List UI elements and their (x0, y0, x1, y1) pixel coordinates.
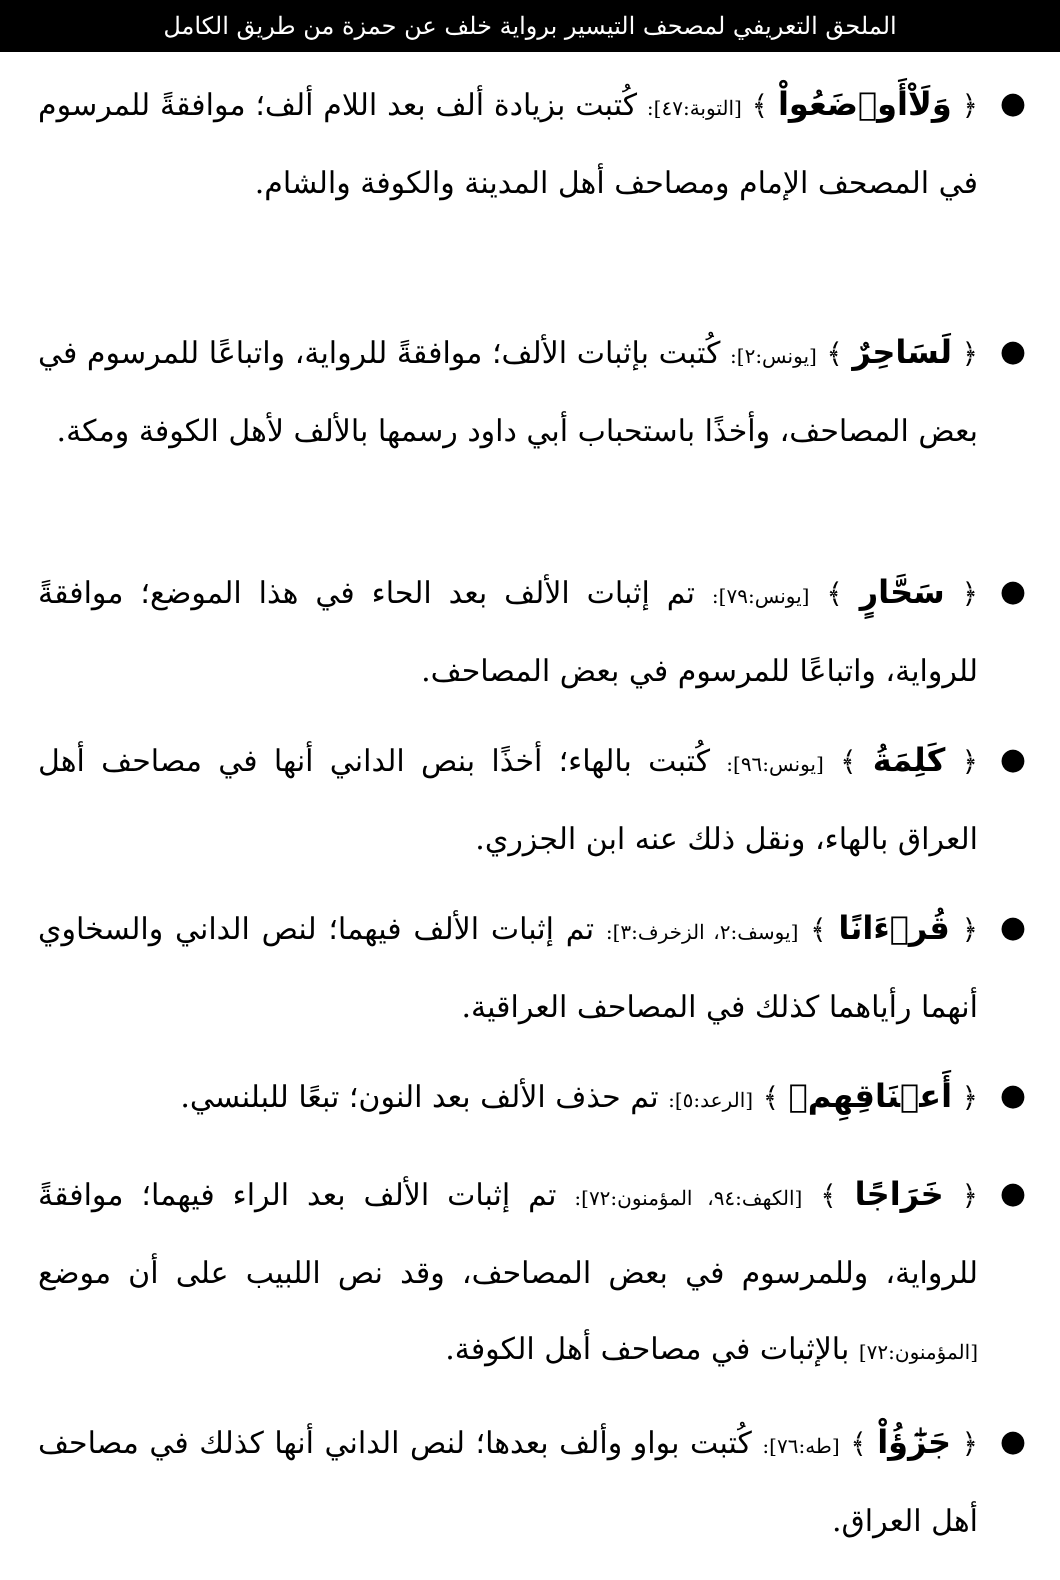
ornate-bracket-close-icon: ﴾ (850, 1427, 867, 1460)
ornate-bracket-close-icon: ﴾ (840, 745, 857, 778)
quran-word: كَلِمَةُ (872, 741, 946, 779)
list-item (38, 1404, 1027, 1560)
bullet-icon: ● (999, 86, 1027, 121)
list-item (38, 554, 1027, 710)
verse-reference: [المؤمنون:٧٢] (858, 1340, 978, 1364)
ornate-bracket-open-icon: ﴿ (961, 745, 978, 778)
entry-text: كُتبت بواو وألف بعدها؛ لنص الداني أنها كذلك في مصاحف أهل العراق. (38, 1426, 978, 1539)
list-item (38, 722, 1027, 878)
ornate-bracket-close-icon: ﴾ (826, 577, 843, 610)
quran-word: قُرۡءَانًا (838, 909, 950, 947)
bullet-icon: ● (999, 574, 1027, 609)
ornate-bracket-close-icon: ﴾ (762, 1081, 780, 1114)
quran-word: لَسَاحِرٌ (852, 333, 952, 371)
verse-reference: [طه:٧٦]: (762, 1434, 840, 1458)
entry-text: كُتبت بالهاء؛ أخذًا بنص الداني أنها في مصاحف أهل العراق بالهاء، ونقل ذلك عنه ابن الجزري. (38, 744, 978, 857)
list-item (38, 890, 1027, 1046)
quran-word: سَحَّارٍ (859, 573, 945, 611)
quran-word: أَعۡنَاقِهِمۡ (788, 1077, 953, 1115)
bullet-icon: ● (999, 334, 1027, 369)
bullet-icon: ● (999, 1078, 1027, 1113)
entry-text: تم حذف الألف بعد النون؛ تبعًا للبلنسي. (180, 1080, 659, 1115)
entry-text: تم إثبات الألف بعد الراء فيهما؛ موافقةً للرواية، وللمرسوم في بعض المصاحف، وقد نص اللبيب على أن موضع (38, 1178, 978, 1291)
ornate-bracket-open-icon: ﴿ (961, 1179, 978, 1212)
verse-reference: [يوسف:٢، الزخرف:٣]: (605, 920, 799, 944)
entry-text: تم إثبات الألف فيهما؛ لنص الداني والسخاوي أنهما رأياهما كذلك في المصاحف العراقية. (38, 912, 978, 1025)
ornate-bracket-open-icon: ﴿ (961, 337, 978, 370)
list-item (38, 1058, 1027, 1138)
list-item (38, 314, 1027, 470)
entry-text: كُتبت بإثبات الألف؛ موافقةً للرواية، واتباعًا للمرسوم في بعض المصاحف، وأخذًا باستحباب أبي داود رسمها بالألف لأهل الكوفة ومكة. (38, 336, 978, 449)
ornate-bracket-close-icon: ﴾ (810, 913, 827, 946)
entry-text: تم إثبات الألف بعد الحاء في هذا الموضع؛ موافقةً للرواية، واتباعًا للمرسوم في بعض المصاحف. (38, 576, 978, 689)
list-item (38, 1156, 1027, 1390)
quran-word: خَرَاجًا (854, 1175, 944, 1213)
ornate-bracket-open-icon: ﴿ (961, 89, 978, 122)
verse-reference: [يونس:٧٩]: (711, 584, 810, 608)
ornate-bracket-open-icon: ﴿ (961, 577, 978, 610)
verse-reference: [التوبة:٤٧]: (646, 96, 742, 120)
bullet-icon: ● (999, 1424, 1027, 1459)
quran-word: وَلَاْأَوۡضَعُواْ (777, 85, 952, 123)
ornate-bracket-close-icon: ﴾ (826, 337, 843, 370)
entry-text: كُتبت بزيادة ألف بعد اللام ألف؛ موافقةً للمرسوم في المصحف الإمام ومصاحف أهل المدينة والكوفة والشام. (38, 88, 978, 201)
verse-reference: [الرعد:٥]: (668, 1088, 754, 1112)
verse-reference: [يونس:٢]: (730, 344, 817, 368)
verse-reference: [الكهف:٩٤، المؤمنون:٧٢]: (574, 1186, 803, 1210)
entry-text: بالإثبات في مصاحف أهل الكوفة. (445, 1332, 850, 1367)
ornate-bracket-open-icon: ﴿ (961, 913, 978, 946)
quran-word: جَزَٰٓؤُاْ (877, 1423, 952, 1461)
bullet-icon: ● (999, 910, 1027, 945)
ornate-bracket-open-icon: ﴿ (961, 1081, 978, 1114)
list-item (38, 66, 1027, 222)
ornate-bracket-open-icon: ﴿ (961, 1427, 979, 1460)
ornate-bracket-close-icon: ﴾ (820, 1179, 837, 1212)
bullet-icon: ● (999, 742, 1027, 777)
verse-reference: [يونس:٩٦]: (726, 752, 824, 776)
header-title: الملحق التعريفي لمصحف التيسير برواية خلف عن حمزة من طريق الكامل (163, 12, 897, 40)
bullet-icon: ● (999, 1176, 1027, 1211)
ornate-bracket-close-icon: ﴾ (751, 89, 769, 122)
